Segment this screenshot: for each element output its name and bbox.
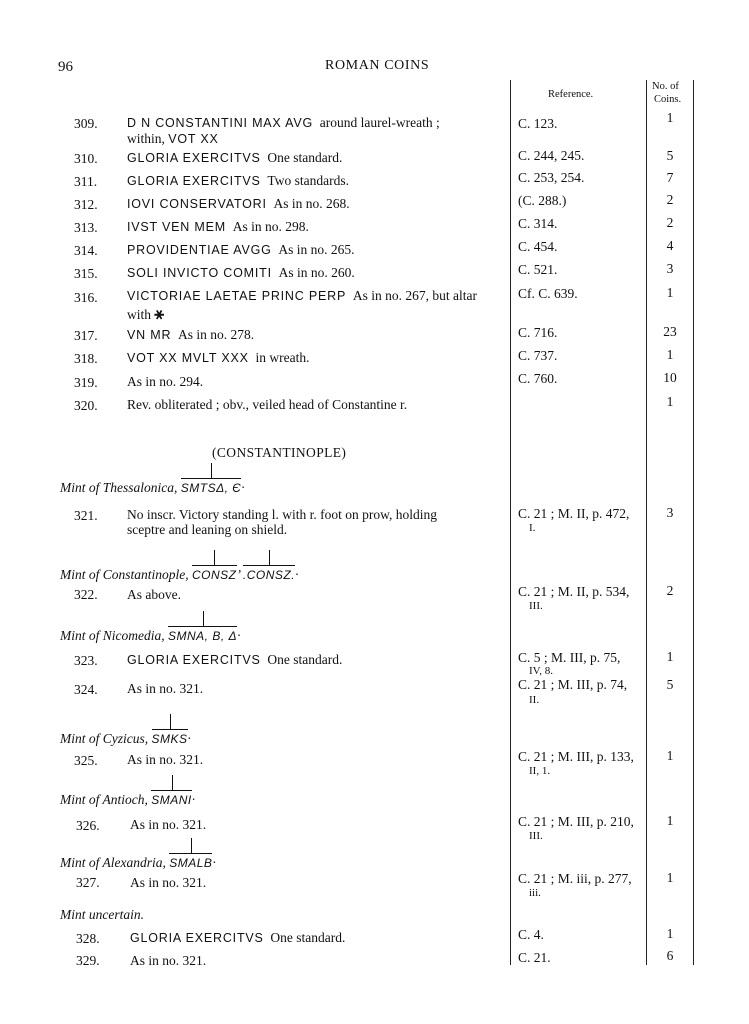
desc: As in no. 278. bbox=[178, 327, 255, 342]
entry-reference: C. 521. bbox=[518, 262, 558, 277]
entry-description: As in no. 321. bbox=[130, 875, 207, 890]
entry-coin-count: 1 bbox=[666, 813, 674, 828]
mint-mark: SMTSΔ, Є bbox=[181, 478, 242, 496]
entry-reference-cont: II, 1. bbox=[529, 765, 551, 777]
legend: GLORIA EXERCITVS bbox=[127, 653, 261, 667]
legend: IVST VEN MEM bbox=[127, 220, 226, 234]
entry-reference: C. 253, 254. bbox=[518, 170, 585, 185]
entry-reference: C. 123. bbox=[518, 116, 558, 131]
desc: around laurel-wreath ; bbox=[319, 115, 440, 130]
entry-description-line2 bbox=[127, 304, 164, 324]
entry-description: As above. bbox=[127, 587, 181, 602]
mint-heading-antioch: Mint of Antioch, SMANI· bbox=[60, 790, 195, 808]
legend: GLORIA EXERCITVS bbox=[127, 151, 261, 165]
entry-description bbox=[127, 288, 477, 304]
entry-number: 311. bbox=[74, 174, 98, 189]
entry-reference-cont: III. bbox=[529, 830, 543, 842]
entry-description bbox=[127, 652, 342, 668]
entry-number: 328. bbox=[76, 931, 100, 946]
entry-reference: C. 4. bbox=[518, 927, 544, 942]
entry-reference: C. 716. bbox=[518, 325, 558, 340]
entry-description bbox=[127, 265, 355, 281]
legend: IOVI CONSERVATORI bbox=[127, 197, 267, 211]
entry-number: 312. bbox=[74, 197, 98, 212]
entry-description bbox=[127, 327, 254, 343]
entry-coin-count: 1 bbox=[666, 394, 674, 409]
coins-header-line2: Coins. bbox=[654, 94, 682, 105]
desc: As in no. 267, but altar bbox=[352, 288, 477, 303]
entry-description-line2: sceptre and leaning on shield. bbox=[127, 522, 288, 537]
entry-reference: C. 454. bbox=[518, 239, 558, 254]
entry-description bbox=[127, 242, 355, 258]
mint-mark: SMALB bbox=[169, 853, 212, 871]
entry-reference: C. 21 ; M. III, p. 210, bbox=[518, 814, 634, 829]
mint-label: Mint of Nicomedia, bbox=[60, 628, 165, 643]
entry-description: As in no. 321. bbox=[130, 817, 207, 832]
entry-description bbox=[127, 350, 310, 366]
entry-reference: C. 21 ; M. III, p. 133, bbox=[518, 749, 634, 764]
entry-description bbox=[127, 173, 349, 189]
desc: As in no. 268. bbox=[273, 196, 350, 211]
entry-coin-count: 5 bbox=[666, 677, 674, 692]
mint-heading-nicomedia: Mint of Nicomedia, SMNA, B, Δ· bbox=[60, 626, 240, 644]
reference-column-rule-left bbox=[510, 80, 511, 965]
entry-reference: C. 314. bbox=[518, 216, 558, 231]
entry-description: Rev. obliterated ; obv., veiled head of Constantine r. bbox=[127, 397, 408, 412]
mint-label: Mint of Constantinople, bbox=[60, 567, 189, 582]
reference-header: Reference. bbox=[548, 89, 594, 100]
entry-reference: C. 21 ; M. II, p. 472, bbox=[518, 506, 630, 521]
mint-heading-thessalonica: Mint of Thessalonica, SMTSΔ, Є· bbox=[60, 478, 245, 496]
entry-description: No inscr. Victory standing l. with r. foot on prow, holding bbox=[127, 507, 438, 522]
entry-number: 322. bbox=[74, 587, 98, 602]
entry-reference-cont: I. bbox=[529, 522, 536, 534]
entry-number: 329. bbox=[76, 953, 100, 968]
entry-number: 320. bbox=[74, 398, 98, 413]
entry-description: As in no. 321. bbox=[130, 953, 207, 968]
entry-coin-count: 1 bbox=[666, 748, 674, 763]
entry-number: 326. bbox=[76, 818, 100, 833]
entry-coin-count: 1 bbox=[666, 926, 674, 941]
entry-description bbox=[130, 930, 345, 946]
entry-coin-count: 1 bbox=[666, 110, 674, 125]
entry-coin-count: 5 bbox=[666, 148, 674, 163]
coins-header-line1: No. of bbox=[652, 81, 679, 92]
entry-reference: C. 21 ; M. II, p. 534, bbox=[518, 584, 630, 599]
entry-description bbox=[127, 150, 342, 166]
entry-description bbox=[127, 115, 440, 131]
desc: As in no. 265. bbox=[278, 242, 355, 257]
entry-reference: C. 21 ; M. III, p. 74, bbox=[518, 677, 628, 692]
entry-reference: C. 244, 245. bbox=[518, 148, 585, 163]
entry-reference: C. 21 ; M. iii, p. 277, bbox=[518, 871, 632, 886]
entry-number: 313. bbox=[74, 220, 98, 235]
legend: D N CONSTANTINI MAX AVG bbox=[127, 116, 314, 130]
desc: Two standards. bbox=[267, 173, 349, 188]
entry-description: As in no. 321. bbox=[127, 752, 204, 767]
desc: One standard. bbox=[270, 930, 346, 945]
entry-number: 317. bbox=[74, 328, 98, 343]
entry-number: 315. bbox=[74, 266, 98, 281]
entry-coin-count: 6 bbox=[666, 948, 674, 963]
legend: SOLI INVICTO COMITI bbox=[127, 266, 272, 280]
entry-number: 310. bbox=[74, 151, 98, 166]
section-heading: (CONSTANTINOPLE) bbox=[212, 445, 347, 460]
entry-number: 324. bbox=[74, 682, 98, 697]
mint-mark: SMNA, B, Δ bbox=[168, 626, 237, 644]
mint-mark: SMANI bbox=[151, 790, 192, 808]
entry-description: As in no. 321. bbox=[127, 681, 204, 696]
mint-heading-uncertain: Mint uncertain. bbox=[60, 907, 144, 922]
mint-mark: SMKS bbox=[152, 729, 188, 747]
entry-number: 319. bbox=[74, 375, 98, 390]
legend: VOT XX MVLT XXX bbox=[127, 351, 249, 365]
entry-coin-count: 3 bbox=[666, 261, 674, 276]
entry-reference-cont: IV, 8. bbox=[529, 665, 553, 677]
entry-coin-count: 10 bbox=[663, 370, 677, 385]
entry-coin-count: 2 bbox=[666, 192, 674, 207]
mint-label: Mint of Antioch, bbox=[60, 792, 148, 807]
entry-number: 314. bbox=[74, 243, 98, 258]
legend: GLORIA EXERCITVS bbox=[127, 174, 261, 188]
mint-mark-alt: .CONSZ. bbox=[243, 565, 295, 583]
entry-reference-cont: iii. bbox=[529, 887, 541, 899]
desc: One standard. bbox=[267, 150, 343, 165]
mint-label: Mint of Cyzicus, bbox=[60, 731, 149, 746]
entry-coin-count: 7 bbox=[666, 170, 674, 185]
entry-reference-cont: III. bbox=[529, 600, 543, 612]
entry-number: 327. bbox=[76, 875, 100, 890]
entry-coin-count: 2 bbox=[666, 583, 674, 598]
entry-coin-count: 4 bbox=[666, 238, 674, 253]
mint-label: Mint of Thessalonica, bbox=[60, 480, 178, 495]
entry-reference: C. 5 ; M. III, p. 75, bbox=[518, 650, 621, 665]
entry-reference: Cf. C. 639. bbox=[518, 286, 578, 301]
altar-symbol-icon: ⚹ bbox=[154, 304, 164, 323]
entry-description-line2 bbox=[127, 131, 219, 147]
coins-column-rule-left bbox=[646, 80, 647, 965]
entry-number: 316. bbox=[74, 290, 98, 305]
entry-coin-count: 1 bbox=[666, 649, 674, 664]
legend: PROVIDENTIAE AVGG bbox=[127, 243, 272, 257]
legend-cont: VOT XX bbox=[168, 132, 219, 146]
entry-coin-count: 2 bbox=[666, 215, 674, 230]
desc: One standard. bbox=[267, 652, 343, 667]
entry-description bbox=[127, 219, 309, 235]
legend: GLORIA EXERCITVS bbox=[130, 931, 264, 945]
entry-coin-count: 1 bbox=[666, 347, 674, 362]
entry-coin-count: 1 bbox=[666, 285, 674, 300]
desc: in wreath. bbox=[255, 350, 310, 365]
entry-description: As in no. 294. bbox=[127, 374, 204, 389]
page-number: 96 bbox=[58, 59, 73, 75]
coins-column-rule-right bbox=[693, 80, 694, 965]
entry-reference: (C. 288.) bbox=[518, 193, 567, 208]
entry-number: 323. bbox=[74, 653, 98, 668]
entry-number: 318. bbox=[74, 351, 98, 366]
entry-reference: C. 737. bbox=[518, 348, 558, 363]
entry-coin-count: 23 bbox=[663, 324, 677, 339]
entry-number: 309. bbox=[74, 116, 98, 131]
legend: VICTORIAE LAETAE PRINC PERP bbox=[127, 289, 347, 303]
mint-heading-alexandria: Mint of Alexandria, SMALB· bbox=[60, 853, 216, 871]
desc-cont: within, bbox=[127, 131, 165, 146]
mint-heading-constantinople: Mint of Constantinople, CONSZ’ .CONSZ.· bbox=[60, 565, 298, 583]
entry-number: 325. bbox=[74, 753, 98, 768]
entry-reference: C. 21. bbox=[518, 950, 551, 965]
entry-description bbox=[127, 196, 350, 212]
mint-mark: CONSZ bbox=[192, 565, 237, 583]
entry-reference: C. 760. bbox=[518, 371, 558, 386]
desc: As in no. 260. bbox=[278, 265, 355, 280]
entry-coin-count: 3 bbox=[666, 505, 674, 520]
legend: VN MR bbox=[127, 328, 172, 342]
desc-cont: with bbox=[127, 307, 152, 322]
entry-number: 321. bbox=[74, 508, 98, 523]
mint-label: Mint of Alexandria, bbox=[60, 855, 166, 870]
mint-heading-cyzicus: Mint of Cyzicus, SMKS· bbox=[60, 729, 191, 747]
entry-reference-cont: II. bbox=[529, 694, 540, 706]
desc: As in no. 298. bbox=[232, 219, 309, 234]
page-title: ROMAN COINS bbox=[325, 58, 430, 73]
entry-coin-count: 1 bbox=[666, 870, 674, 885]
